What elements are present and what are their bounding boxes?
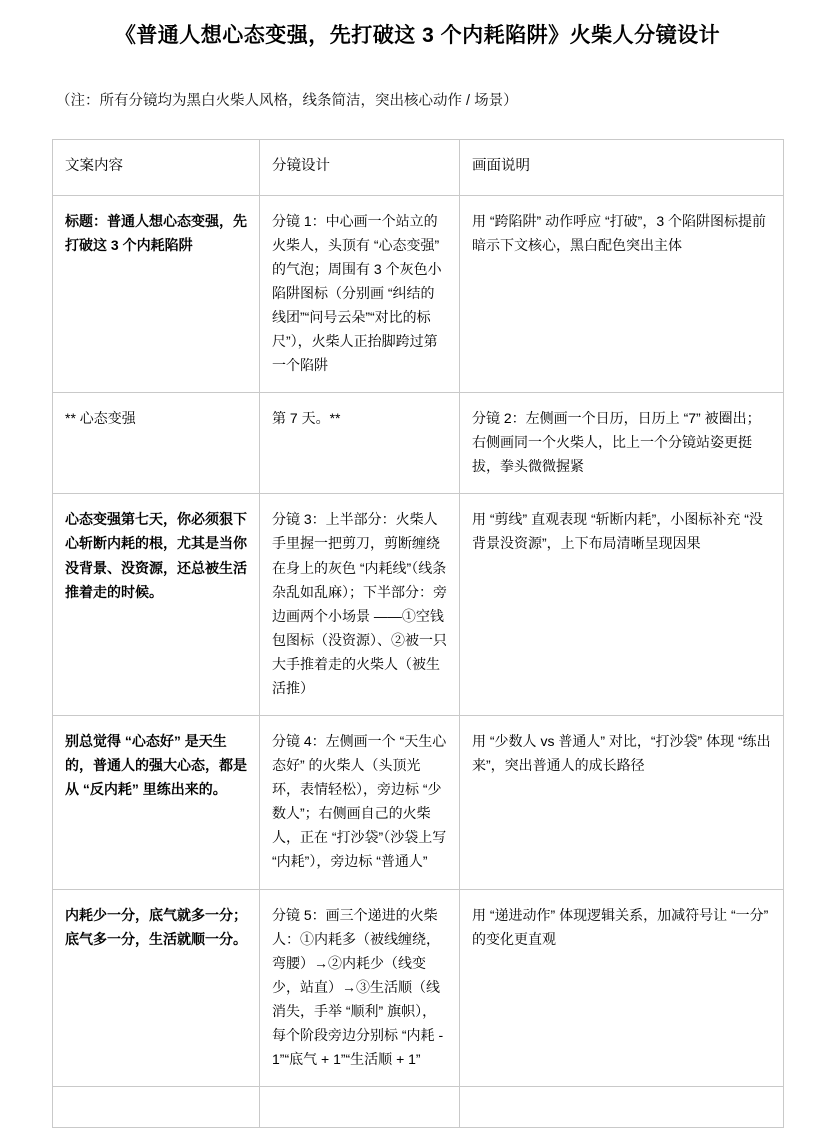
cell-storyboard: 分镜 1：中心画一个站立的火柴人，头顶有 “心态变强” 的气泡；周围有 3 个灰色小陷阱图标（分别画 “纠结的线团”“问号云朵”“对比的标尺”），火柴人正抬脚跨过第一个陷阱 [260,195,460,393]
cell-storyboard: 分镜 3：上半部分：火柴人手里握一把剪刀，剪断缠绕在身上的灰色 “内耗线”（线条杂乱如乱麻）；下半部分：旁边画两个小场景 ——①空钱包图标（没资源）、②被一只大手推着走的火柴人（被生活推） [260,494,460,716]
cell-copy: 心态变强第七天，你必须狠下心斩断内耗的根，尤其是当你没背景、没资源，还总被生活推着走的时候。 [53,494,260,716]
cell-description: 用 “少数人 vs 普通人” 对比，“打沙袋” 体现 “练出来”，突出普通人的成长路径 [460,716,784,889]
cell-storyboard: 分镜 4：左侧画一个 “天生心态好” 的火柴人（头顶光环，表情轻松），旁边标 “少数人”；右侧画自己的火柴人，正在 “打沙袋”（沙袋上写 “内耗”），旁边标 “普通人” [260,716,460,889]
cell-copy: 标题：普通人想心态变强，先打破这 3 个内耗陷阱 [53,195,260,393]
table-row [53,494,784,716]
table-body [53,195,784,1127]
document-note: （注：所有分镜均为黑白火柴人风格，线条简洁，突出核心动作 / 场景） [56,92,518,109]
cell-storyboard [260,1087,460,1128]
cell-description [460,1087,784,1128]
cell-copy: 别总觉得 “心态好” 是天生的，普通人的强大心态，都是从 “反内耗” 里练出来的。 [53,716,260,889]
cell-description: 分镜 2：左侧画一个日历，日历上 “7” 被圈出；右侧画同一个火柴人，比上一个分镜站姿更挺拔，拳头微微握紧 [460,393,784,494]
cell-description: 用 “递进动作” 体现逻辑关系，加减符号让 “一分” 的变化更直观 [460,889,784,1087]
column-header-storyboard: 分镜设计 [260,139,460,195]
cell-storyboard: 第 7 天。** [260,393,460,494]
cell-copy: ** 心态变强 [53,393,260,494]
column-header-description: 画面说明 [460,139,784,195]
table-header [53,139,784,195]
cell-copy [53,1087,260,1128]
storyboard-table [52,139,784,1128]
table-row [53,889,784,1087]
table-row [53,195,784,393]
column-header-copy: 文案内容 [53,139,260,195]
table-header-row [53,139,784,195]
cell-description: 用 “跨陷阱” 动作呼应 “打破”，3 个陷阱图标提前暗示下文核心，黑白配色突出主体 [460,195,784,393]
cell-copy: 内耗少一分，底气就多一分；底气多一分，生活就顺一分。 [53,889,260,1087]
cell-description: 用 “剪线” 直观表现 “斩断内耗”，小图标补充 “没背景没资源”，上下布局清晰呈现因果 [460,494,784,716]
table-row-partial [53,1087,784,1128]
page-title: 《普通人想心态变强，先打破这 3 个内耗陷阱》火柴人分镜设计 [114,24,721,47]
table-row [53,393,784,494]
cell-storyboard: 分镜 5：画三个递进的火柴人：①内耗多（被线缠绕，弯腰）→②内耗少（线变少，站直）→③生活顺（线消失，手举 “顺利” 旗帜），每个阶段旁边分别标 “内耗 - 1”“底气 + 1”“生活顺 + 1” [260,889,460,1087]
table-row [53,716,784,889]
